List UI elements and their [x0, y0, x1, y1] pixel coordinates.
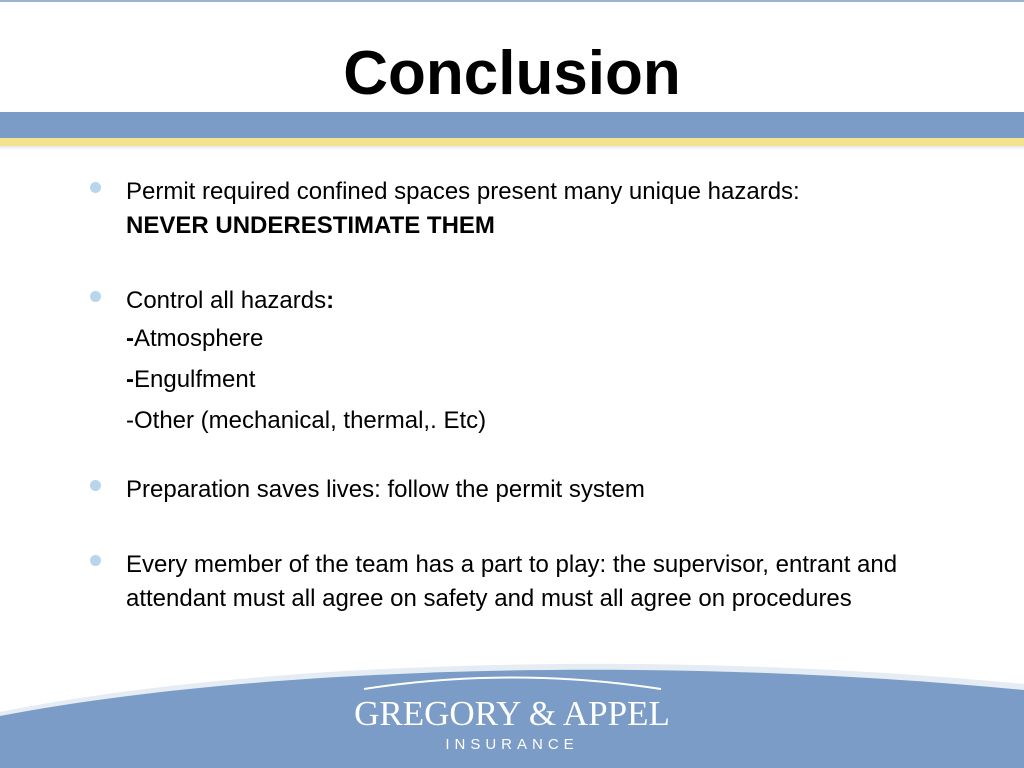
bullet-emphasis: NEVER UNDERESTIMATE THEM [126, 212, 495, 239]
bullet-item [88, 548, 968, 616]
bullet-colon: : [326, 287, 335, 314]
bullet-item [88, 473, 968, 507]
sub-item [88, 359, 968, 400]
sub-item-text: Atmosphere [134, 325, 264, 352]
header-yellow-band [0, 138, 1024, 146]
sub-item [88, 400, 968, 441]
bullet-dot-icon [88, 473, 102, 507]
sub-item-dash: - [126, 325, 134, 352]
sub-item-text: Engulfment [134, 366, 256, 393]
slide-title: Conclusion [343, 39, 681, 108]
logo-tagline: INSURANCE [445, 736, 579, 753]
bullet-dot-icon [88, 284, 102, 318]
bullet-text: Control all hazards [126, 287, 327, 314]
bullet-dot-icon [88, 175, 102, 209]
bullet-text: Permit required confined spaces present many unique hazards: [126, 178, 800, 205]
logo-wordmark: GREGORY & APPEL [354, 694, 670, 733]
header-band-shadow [0, 146, 1024, 150]
sub-item-text: -Other (mechanical, thermal,. Etc) [126, 407, 487, 434]
slide-body [88, 175, 968, 616]
bullet-dot-icon [88, 548, 102, 582]
bullet-text: Every member of the team has a part to play: the supervisor, entrant and attendant must all agree on safety and must all agree on procedures [126, 551, 898, 612]
bullet-item [88, 284, 968, 318]
logo-arc-icon [360, 672, 665, 692]
sub-item [88, 318, 968, 359]
sub-item-dash: - [126, 366, 134, 393]
bullet-item [88, 175, 968, 243]
bullet-text: Preparation saves lives: follow the permit system [126, 476, 645, 503]
header-blue-band [0, 112, 1024, 138]
